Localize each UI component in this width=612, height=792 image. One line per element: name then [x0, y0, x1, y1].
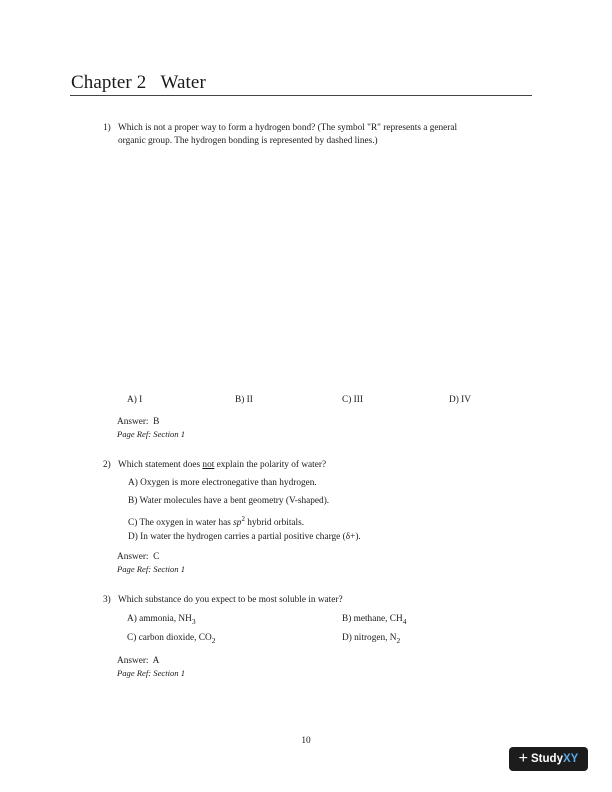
question-3-answer: Answer: A	[117, 656, 160, 666]
studyxy-logo[interactable]	[509, 747, 588, 771]
question-2-text	[118, 459, 326, 472]
question-2-page-ref: Page Ref: Section 1	[117, 564, 186, 574]
question-3-option-d-sub: 2	[396, 635, 401, 645]
question-3-option-b	[342, 613, 406, 628]
question-2-option-c-post: hybrid orbitals.	[244, 518, 305, 529]
question-2-option-a: A) Oxygen is more electronegative than hydrogen.	[128, 478, 317, 488]
title-divider	[70, 95, 532, 96]
question-3-option-d-label: D) nitrogen, N	[342, 633, 397, 643]
question-3-option-c-label: C) carbon dioxide, CO	[127, 633, 212, 643]
question-2-text-post: explain the polarity of water?	[214, 460, 327, 470]
question-2-option-d: D) In water the hydrogen carries a partial positive charge (δ+).	[128, 532, 361, 542]
question-2-option-c-sp: sp	[233, 518, 242, 529]
question-3-option-a-label: A) ammonia, NH	[127, 614, 192, 624]
question-3-option-d	[342, 632, 400, 647]
page-number: 10	[301, 736, 311, 746]
question-3-option-a	[127, 613, 196, 628]
question-1-option-a: A) I	[127, 395, 143, 405]
logo-text-xy: XY	[562, 753, 579, 765]
plus-icon: +	[518, 750, 529, 767]
question-2-answer: Answer: C	[117, 552, 160, 562]
question-2-text-underlined: not	[202, 460, 215, 470]
question-1-option-d: D) IV	[449, 395, 471, 405]
question-3-page-ref: Page Ref: Section 1	[117, 668, 186, 678]
question-2-option-c	[128, 513, 304, 530]
question-2-option-c-pre: C) The oxygen in water has	[128, 518, 234, 529]
question-2-option-b: B) Water molecules have a bent geometry (V-shaped).	[128, 496, 330, 506]
question-2-number: 2)	[103, 460, 111, 470]
question-3-option-c-sub: 2	[211, 635, 216, 645]
question-3-option-c	[127, 632, 215, 647]
question-3-text: Which substance do you expect to be most soluble in water?	[118, 595, 343, 605]
question-2-text-pre: Which statement does	[118, 460, 203, 470]
question-1-number: 1)	[103, 123, 111, 133]
question-1-text-line-2: organic group. The hydrogen bonding is represented by dashed lines.)	[118, 136, 378, 146]
logo-text-study: Study	[531, 753, 563, 765]
question-1-text-line-1: Which is not a proper way to form a hydrogen bond? (The symbol "R" represents a general	[118, 123, 458, 133]
question-3-option-a-sub: 3	[191, 616, 196, 626]
question-1-answer: Answer: B	[117, 417, 160, 427]
question-1-option-b: B) II	[235, 395, 253, 405]
chapter-title: Chapter 2 Water	[71, 72, 206, 93]
question-3-option-b-sub: 4	[402, 616, 407, 626]
question-1-option-c: C) III	[342, 395, 363, 405]
question-3-number: 3)	[103, 595, 111, 605]
question-3-option-b-label: B) methane, CH	[342, 614, 403, 624]
question-1-page-ref: Page Ref: Section 1	[117, 429, 186, 439]
question-2-option-c-sup: 2	[241, 515, 245, 523]
